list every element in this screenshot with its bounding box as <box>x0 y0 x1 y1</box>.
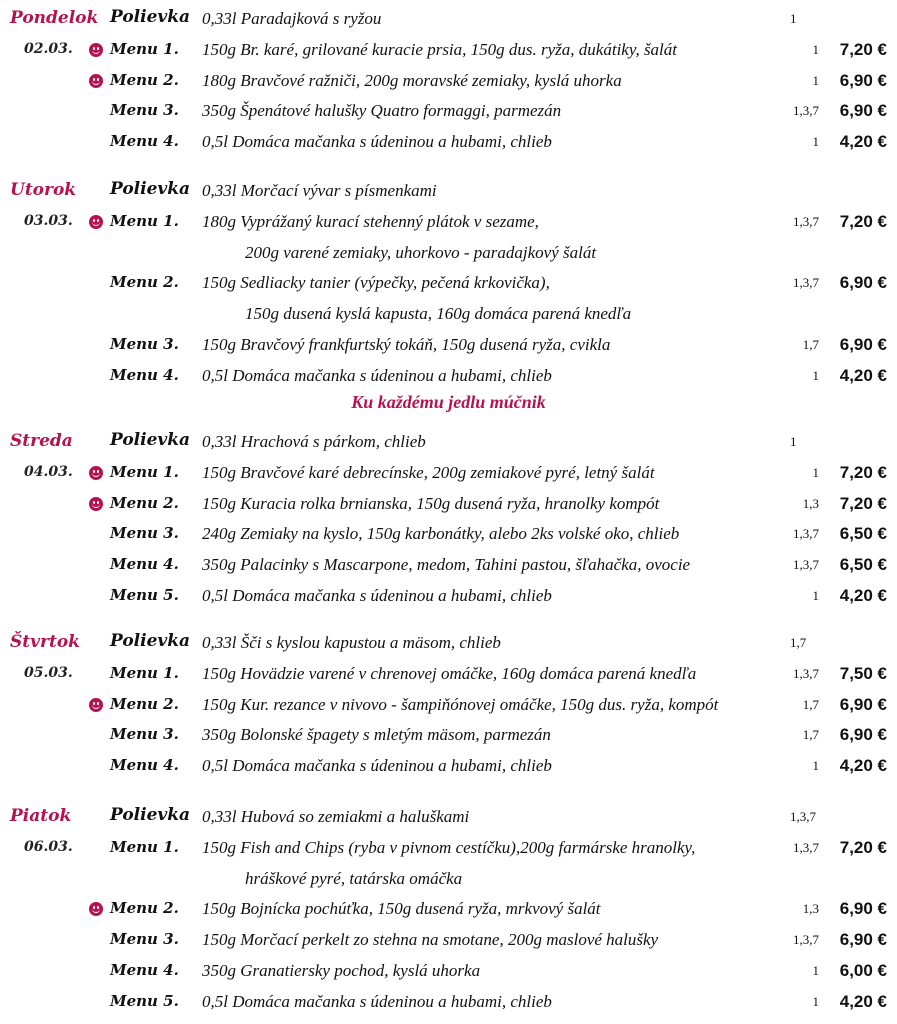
menu-description-cont: 150g dusená kyslá kapusta, 160g domáca parená knedľa <box>245 304 632 324</box>
menu-allergens: 1 <box>812 758 819 774</box>
menu-label: Menu 4. <box>110 961 179 979</box>
menu-label: Menu 3. <box>110 725 179 744</box>
menu-description-cont: hráškové pyré, tatárska omáčka <box>245 868 463 888</box>
menu-price: 7,20 € <box>839 462 887 482</box>
smiley-icon <box>89 74 103 88</box>
menu-description: 350g Bolonské špagety s mletým mäsom, parmezán <box>202 725 551 745</box>
smiley-icon <box>89 466 103 480</box>
menu-description: 350g Granatiersky pochod, kyslá uhorka <box>202 961 481 980</box>
menu-row <box>0 332 897 360</box>
day-soup-row <box>0 630 897 658</box>
menu-row-continuation <box>0 240 897 268</box>
day-name: Utorok <box>10 180 77 200</box>
day-soup-row <box>0 429 897 457</box>
menu-allergens: 1 <box>812 588 819 603</box>
soup-allergens: 1 <box>790 11 797 26</box>
menu-description: 0,5l Domáca mačanka s údeninou a hubami, chlieb <box>202 991 552 1011</box>
menu-allergens: 1,7 <box>802 727 819 743</box>
menu-label: Menu 3. <box>110 524 179 543</box>
menu-row <box>0 896 897 924</box>
menu-row <box>0 37 897 65</box>
menu-price: 4,20 € <box>839 586 887 605</box>
day-soup-row <box>0 804 897 832</box>
soup-label: Polievka <box>110 430 191 450</box>
day-soup-row <box>0 6 897 34</box>
menu-label: Menu 1. <box>110 211 179 230</box>
soup-description: 0,33l Morčací vývar s písmenkami <box>202 181 437 200</box>
menu-price: 6,90 € <box>839 101 887 121</box>
soup-description: 0,33l Hubová so zemiakmi a haluškami <box>202 807 470 826</box>
menu-allergens: 1 <box>812 993 819 1009</box>
menu-description-cont: 200g varené zemiaky, uhorkovo - paradajkový šalát <box>245 242 597 262</box>
soup-allergens: 1,3,7 <box>790 809 816 824</box>
menu-price: 6,50 € <box>839 524 887 544</box>
menu-label: Menu 1. <box>110 837 179 856</box>
menu-description: 150g Br. karé, grilované kuracie prsia, 150g dus. ryža, dukátiky, šalát <box>202 39 678 59</box>
day-date: 06.03. <box>24 838 73 855</box>
menu-allergens: 1,3,7 <box>793 557 819 573</box>
menu-allergens: 1,3,7 <box>793 275 819 291</box>
menu-row <box>0 491 897 519</box>
menu-label: Menu 4. <box>110 756 179 775</box>
menu-allergens: 1 <box>812 367 819 383</box>
menu-price: 6,90 € <box>839 273 887 293</box>
day-date: 04.03. <box>24 463 73 480</box>
menu-allergens: 1,3,7 <box>793 526 819 542</box>
menu-price: 6,00 € <box>839 961 887 980</box>
menu-label: Menu 4. <box>110 555 179 574</box>
soup-description: 0,33l Hrachová s párkom, chlieb <box>202 432 426 451</box>
smiley-icon <box>89 902 103 916</box>
day-date: 02.03. <box>24 40 73 57</box>
menu-label: Menu 2. <box>110 899 179 918</box>
menu-row <box>0 692 897 720</box>
menu-allergens: 1,3 <box>802 495 819 511</box>
menu-row <box>0 835 897 863</box>
soup-label: Polievka <box>110 7 191 27</box>
menu-price: 4,20 € <box>839 991 887 1011</box>
menu-price: 6,90 € <box>839 725 887 745</box>
menu-description: 150g Bojnícka pochúťka, 150g dusená ryža, mrkvový šalát <box>202 899 601 919</box>
menu-allergens: 1,3,7 <box>793 213 819 229</box>
menu-description: 150g Sedliacky tanier (výpečky, pečená krkovička), <box>202 273 550 293</box>
menu-label: Menu 1. <box>110 663 179 682</box>
menu-price: 4,20 € <box>839 756 887 776</box>
menu-allergens: 1,3,7 <box>793 839 819 855</box>
menu-price: 6,50 € <box>839 555 887 575</box>
soup-allergens: 1,7 <box>790 635 807 650</box>
menu-label: Menu 2. <box>110 70 179 89</box>
soup-label: Polievka <box>110 179 191 199</box>
menu-price: 7,50 € <box>839 663 887 683</box>
menu-price: 6,90 € <box>839 70 887 90</box>
menu-allergens: 1,3,7 <box>793 665 819 681</box>
menu-row <box>0 129 897 157</box>
menu-row <box>0 958 897 986</box>
day-date: 03.03. <box>24 212 73 229</box>
menu-row <box>0 209 897 237</box>
menu-row <box>0 583 897 611</box>
day-name: Piatok <box>10 806 72 826</box>
menu-row <box>0 552 897 580</box>
menu-price: 6,90 € <box>839 899 887 919</box>
menu-label: Menu 3. <box>110 335 179 353</box>
menu-price: 6,90 € <box>839 930 887 950</box>
menu-description: 150g Hovädzie varené v chrenovej omáčke, 160g domáca parená knedľa <box>202 663 697 683</box>
menu-row <box>0 270 897 298</box>
menu-label: Menu 2. <box>110 273 179 292</box>
menu-row <box>0 927 897 955</box>
smiley-icon <box>89 43 103 57</box>
menu-description: 350g Špenátové halušky Quatro formaggi, parmezán <box>202 101 562 121</box>
day-soup-row <box>0 178 897 206</box>
menu-price: 7,20 € <box>839 837 887 857</box>
menu-row <box>0 68 897 96</box>
menu-allergens: 1,3,7 <box>793 103 819 119</box>
day-date: 05.03. <box>24 664 73 681</box>
menu-label: Menu 3. <box>110 101 179 120</box>
smiley-icon <box>89 698 103 712</box>
menu-description: 150g Morčací perkelt zo stehna na smotane, 200g maslové halušky <box>202 930 659 950</box>
menu-allergens: 1,7 <box>802 337 819 352</box>
menu-row <box>0 460 897 488</box>
menu-label: Menu 2. <box>110 694 179 713</box>
menu-price: 6,90 € <box>839 335 887 354</box>
menu-allergens: 1,7 <box>802 696 819 712</box>
menu-description: 150g Bravčové karé debrecínske, 200g zemiakové pyré, letný šalát <box>202 462 655 482</box>
dessert-notice: Ku každému jedlu múčnik <box>351 392 546 412</box>
menu-description: 0,5l Domáca mačanka s údeninou a hubami, chlieb <box>202 756 552 776</box>
menu-row <box>0 989 897 1017</box>
menu-row <box>0 722 897 750</box>
menu-row-continuation <box>0 866 897 894</box>
menu-description: 0,5l Domáca mačanka s údeninou a hubami, chlieb <box>202 586 552 605</box>
menu-label: Menu 1. <box>110 39 179 58</box>
menu-row <box>0 363 897 391</box>
menu-row <box>0 98 897 126</box>
soup-label: Polievka <box>110 631 191 651</box>
menu-label: Menu 4. <box>110 365 179 384</box>
menu-label: Menu 1. <box>110 462 179 481</box>
menu-description: 0,5l Domáca mačanka s údeninou a hubami, chlieb <box>202 132 552 152</box>
menu-row-continuation <box>0 301 897 329</box>
menu-allergens: 1 <box>812 464 819 480</box>
menu-label: Menu 5. <box>110 586 179 604</box>
day-name: Štvrtok <box>10 632 80 652</box>
menu-description: 150g Kur. rezance v nivovo - šampiňónovej omáčke, 150g dus. ryža, kompót <box>202 694 719 714</box>
soup-description: 0,33l Paradajková s ryžou <box>202 9 382 28</box>
menu-label: Menu 4. <box>110 132 179 151</box>
soup-label: Polievka <box>110 805 191 825</box>
soup-description: 0,33l Šči s kyslou kapustou a mäsom, chlieb <box>202 633 501 652</box>
menu-allergens: 1,3 <box>802 901 819 917</box>
menu-label: Menu 2. <box>110 493 179 512</box>
menu-allergens: 1 <box>812 134 819 150</box>
smiley-icon <box>89 215 103 229</box>
menu-description: 150g Fish and Chips (ryba v pivnom cestíčku),200g farmárske hranolky, <box>202 837 696 857</box>
menu-description: 0,5l Domáca mačanka s údeninou a hubami, chlieb <box>202 365 552 385</box>
smiley-icon <box>89 497 103 511</box>
menu-description: 150g Kuracia rolka brnianska, 150g dusená ryža, hranolky kompót <box>202 493 660 513</box>
menu-row <box>0 521 897 549</box>
menu-allergens: 1 <box>812 41 819 57</box>
menu-description: 180g Vyprážaný kurací stehenný plátok v sezame, <box>202 211 539 231</box>
day-name: Pondelok <box>10 8 99 28</box>
menu-price: 7,20 € <box>839 493 887 513</box>
menu-description: 150g Bravčový frankfurtský tokáň, 150g dusená ryža, cvikla <box>202 335 611 354</box>
menu-price: 4,20 € <box>839 132 887 152</box>
day-name: Streda <box>10 431 73 451</box>
menu-description: 180g Bravčové ražniči, 200g moravské zemiaky, kyslá uhorka <box>202 70 622 90</box>
menu-allergens: 1 <box>812 963 819 978</box>
menu-row <box>0 661 897 689</box>
menu-price: 4,20 € <box>839 365 887 385</box>
menu-allergens: 1,3,7 <box>793 932 819 948</box>
menu-label: Menu 5. <box>110 991 179 1010</box>
menu-allergens: 1 <box>812 72 819 88</box>
menu-row <box>0 753 897 781</box>
menu-price: 7,20 € <box>839 211 887 231</box>
menu-description: 350g Palacinky s Mascarpone, medom, Tahini pastou, šľahačka, ovocie <box>202 555 691 575</box>
soup-allergens: 1 <box>790 434 797 449</box>
menu-label: Menu 3. <box>110 930 179 949</box>
menu-price: 6,90 € <box>839 694 887 714</box>
menu-description: 240g Zemiaky na kyslo, 150g karbonátky, alebo 2ks volské oko, chlieb <box>202 524 680 544</box>
menu-price: 7,20 € <box>839 39 887 59</box>
